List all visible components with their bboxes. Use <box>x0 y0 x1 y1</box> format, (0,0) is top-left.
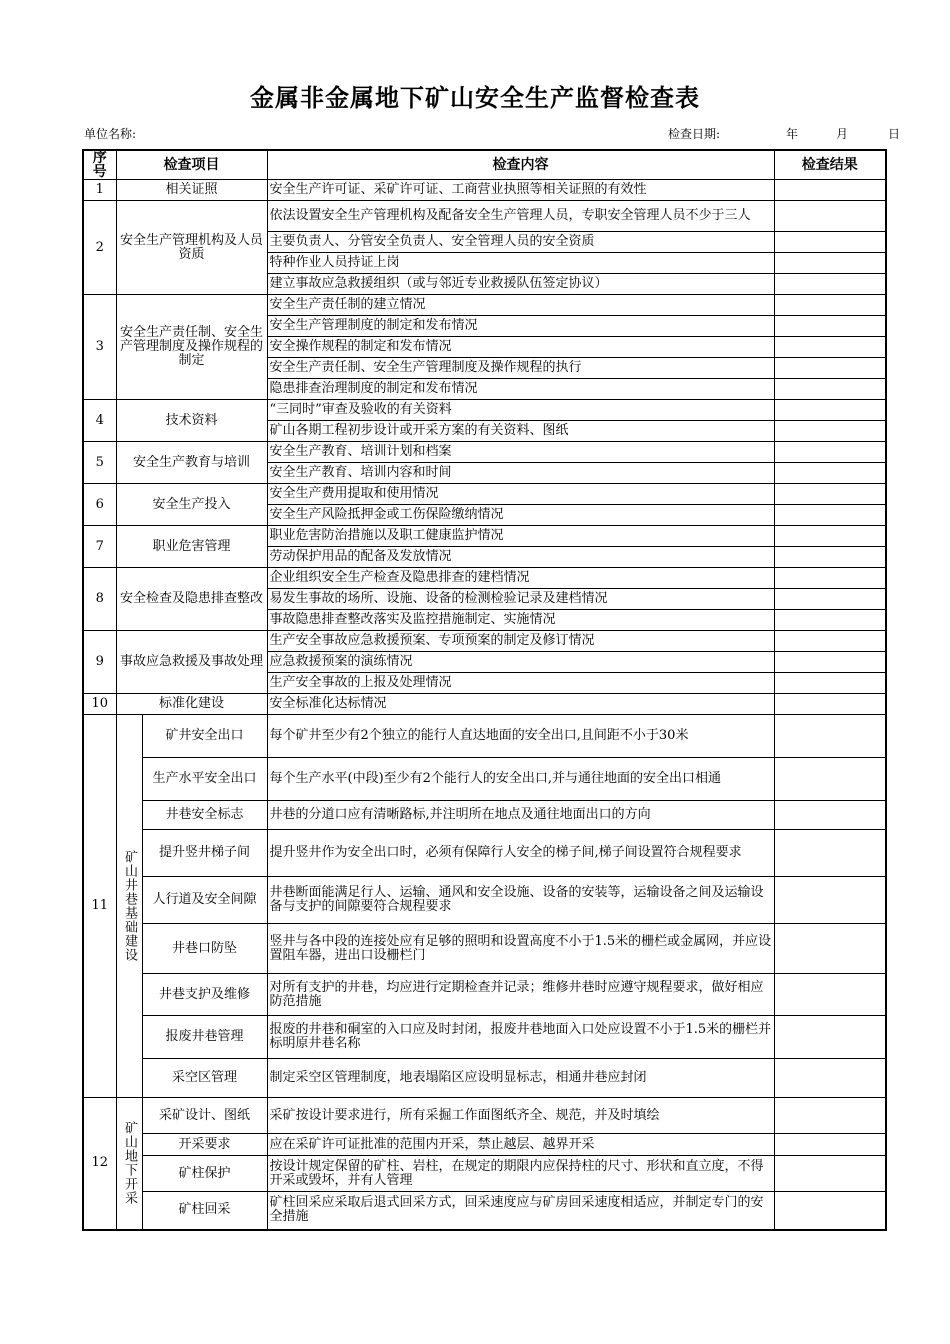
result-cell[interactable] <box>774 463 886 484</box>
category-cell <box>116 715 142 1098</box>
result-cell[interactable] <box>774 505 886 526</box>
check-content: 对所有支护的井巷，均应进行定期检查并记录；维修井巷时应遵守规程要求，做好相应防范措施 <box>267 974 774 1016</box>
table-row <box>83 631 886 652</box>
result-cell[interactable] <box>774 924 886 974</box>
check-content: 矿山各期工程初步设计或开采方案的有关资料、图纸 <box>267 421 774 442</box>
table-row <box>83 484 886 505</box>
result-cell[interactable] <box>774 694 886 715</box>
check-item: 安全生产投入 <box>116 484 267 526</box>
table-row <box>83 180 886 201</box>
category-label: 矿山地下开采 <box>122 1121 137 1206</box>
check-content: 安全标准化达标情况 <box>267 694 774 715</box>
day-label: 日 <box>887 127 900 141</box>
check-content: 安全生产教育、培训内容和时间 <box>267 463 774 484</box>
result-cell[interactable] <box>774 610 886 631</box>
table-row <box>83 295 886 316</box>
row-number: 3 <box>83 295 116 400</box>
unit-name-label: 单位名称: <box>84 127 137 141</box>
result-cell[interactable] <box>774 358 886 379</box>
check-content: 提升竖井作为安全出口时，必须有保障行人安全的梯子间,梯子间设置符合规程要求 <box>267 830 774 877</box>
table-row <box>83 201 886 232</box>
check-content: 企业组织安全生产检查及隐患排查的建档情况 <box>267 568 774 589</box>
result-cell[interactable] <box>774 801 886 830</box>
check-content: 事故隐患排查整改落实及监控措施制定、实施情况 <box>267 610 774 631</box>
table-row <box>83 568 886 589</box>
row-number: 1 <box>83 180 116 201</box>
result-cell[interactable] <box>774 974 886 1016</box>
check-content: 劳动保护用品的配备及发放情况 <box>267 547 774 568</box>
check-content: 矿柱回采应采取后退式回采方式，回采速度应与矿房回采速度相适应，并制定专门的安全措施 <box>267 1192 774 1230</box>
check-item: 报废井巷管理 <box>142 1016 267 1059</box>
check-content: 井巷断面能满足行人、运输、通风和安全设施、设备的安装等，运输设备之间及运输设备与支护的间隙要符合规程要求 <box>267 877 774 924</box>
table-row <box>83 974 886 1016</box>
result-cell[interactable] <box>774 232 886 253</box>
check-content: 应急救援预案的演练情况 <box>267 652 774 673</box>
result-cell[interactable] <box>774 568 886 589</box>
check-item: 矿柱保护 <box>142 1156 267 1192</box>
check-content: 安全操作规程的制定和发布情况 <box>267 337 774 358</box>
check-item: 安全检查及隐患排查整改 <box>116 568 267 631</box>
header-item: 检查项目 <box>116 150 267 180</box>
check-content: 每个矿井至少有2个独立的能行人直达地面的安全出口,且间距不小于30米 <box>267 715 774 758</box>
result-cell[interactable] <box>774 1098 886 1134</box>
check-content: 每个生产水平(中段)至少有2个能行人的安全出口,并与通往地面的安全出口相通 <box>267 758 774 801</box>
table-row <box>83 715 886 758</box>
check-content: 建立事故应急救援组织（或与邻近专业救援队伍签定协议） <box>267 274 774 295</box>
month-label: 月 <box>835 127 848 141</box>
result-cell[interactable] <box>774 652 886 673</box>
check-content: 安全生产责任制、安全生产管理制度及操作规程的执行 <box>267 358 774 379</box>
result-cell[interactable] <box>774 421 886 442</box>
table-row <box>83 694 886 715</box>
inspection-table <box>82 149 887 1231</box>
check-item: 提升竖井梯子间 <box>142 830 267 877</box>
table-row <box>83 877 886 924</box>
result-cell[interactable] <box>774 442 886 463</box>
result-cell[interactable] <box>774 1016 886 1059</box>
check-content: 职业危害防治措施以及职工健康监护情况 <box>267 526 774 547</box>
check-item: 标准化建设 <box>116 694 267 715</box>
result-cell[interactable] <box>774 295 886 316</box>
result-cell[interactable] <box>774 877 886 924</box>
row-number: 10 <box>83 694 116 715</box>
result-cell[interactable] <box>774 1192 886 1230</box>
table-row <box>83 924 886 974</box>
row-number: 6 <box>83 484 116 526</box>
result-cell[interactable] <box>774 715 886 758</box>
table-row <box>83 526 886 547</box>
check-content: 特种作业人员持证上岗 <box>267 253 774 274</box>
row-number: 8 <box>83 568 116 631</box>
check-item: 职业危害管理 <box>116 526 267 568</box>
check-content: 主要负责人、分管安全负责人、安全管理人员的安全资质 <box>267 232 774 253</box>
page-title: 金属非金属地下矿山安全生产监督检查表 <box>250 84 700 112</box>
check-content: “三同时”审查及验收的有关资料 <box>267 400 774 421</box>
check-content: 安全生产许可证、采矿许可证、工商营业执照等相关证照的有效性 <box>267 180 774 201</box>
check-item: 技术资料 <box>116 400 267 442</box>
result-cell[interactable] <box>774 201 886 232</box>
check-content: 安全生产教育、培训计划和档案 <box>267 442 774 463</box>
result-cell[interactable] <box>774 1059 886 1098</box>
header-no: 序号 <box>83 150 116 180</box>
result-cell[interactable] <box>774 180 886 201</box>
check-item: 矿井安全出口 <box>142 715 267 758</box>
check-item: 开采要求 <box>142 1134 267 1156</box>
check-content: 安全生产责任制的建立情况 <box>267 295 774 316</box>
check-content: 安全生产费用提取和使用情况 <box>267 484 774 505</box>
check-content: 采矿按设计要求进行，所有采掘工作面图纸齐全、规范，并及时填绘 <box>267 1098 774 1134</box>
result-cell[interactable] <box>774 758 886 801</box>
check-content: 安全生产管理制度的制定和发布情况 <box>267 316 774 337</box>
check-content: 井巷的分道口应有清晰路标,并注明所在地点及通往地面出口的方向 <box>267 801 774 830</box>
result-cell[interactable] <box>774 589 886 610</box>
result-cell[interactable] <box>774 547 886 568</box>
inspection-date <box>668 125 916 142</box>
result-cell[interactable] <box>774 1156 886 1192</box>
check-item: 安全生产责任制、安全生产管理制度及操作规程的制定 <box>116 295 267 400</box>
row-number: 5 <box>83 442 116 484</box>
check-item: 采空区管理 <box>142 1059 267 1098</box>
header-content: 检查内容 <box>267 150 774 180</box>
table-row <box>83 801 886 830</box>
date-label: 检查日期: <box>668 127 721 141</box>
check-item: 井巷支护及维修 <box>142 974 267 1016</box>
check-content: 按设计规定保留的矿柱、岩柱，在规定的期限内应保持柱的尺寸、形状和直立度，不得开采或毁坏，并有人管理 <box>267 1156 774 1192</box>
row-number: 4 <box>83 400 116 442</box>
table-row <box>83 1192 886 1230</box>
check-item: 采矿设计、图纸 <box>142 1098 267 1134</box>
check-item: 井巷安全标志 <box>142 801 267 830</box>
table-row <box>83 1059 886 1098</box>
result-cell[interactable] <box>774 316 886 337</box>
check-item: 人行道及安全间隙 <box>142 877 267 924</box>
category-label: 矿山井巷基础建设 <box>122 850 137 962</box>
check-content: 依法设置安全生产管理机构及配备安全生产管理人员，专职安全管理人员不少于三人 <box>267 201 774 232</box>
check-content: 安全生产风险抵押金或工伤保险缴纳情况 <box>267 505 774 526</box>
result-cell[interactable] <box>774 1134 886 1156</box>
row-number: 12 <box>83 1098 116 1230</box>
table-row <box>83 400 886 421</box>
result-cell[interactable] <box>774 631 886 652</box>
check-content: 生产安全事故的上报及处理情况 <box>267 673 774 694</box>
result-cell[interactable] <box>774 379 886 400</box>
row-number: 11 <box>83 715 116 1098</box>
check-item: 事故应急救援及事故处理 <box>116 631 267 694</box>
result-cell[interactable] <box>774 526 886 547</box>
check-content: 易发生事故的场所、设施、设备的检测检验记录及建档情况 <box>267 589 774 610</box>
table-row <box>83 1134 886 1156</box>
table-row <box>83 442 886 463</box>
result-cell[interactable] <box>774 830 886 877</box>
check-item: 矿柱回采 <box>142 1192 267 1230</box>
row-number: 7 <box>83 526 116 568</box>
check-item: 安全生产教育与培训 <box>116 442 267 484</box>
result-cell[interactable] <box>774 484 886 505</box>
header-result: 检查结果 <box>774 150 886 180</box>
check-item: 相关证照 <box>116 180 267 201</box>
year-label: 年 <box>785 127 798 141</box>
result-cell[interactable] <box>774 400 886 421</box>
result-cell[interactable] <box>774 337 886 358</box>
row-number: 9 <box>83 631 116 694</box>
table-body <box>83 180 886 1230</box>
table-row <box>83 1098 886 1134</box>
check-item: 井巷口防坠 <box>142 924 267 974</box>
table-row <box>83 1156 886 1192</box>
result-cell[interactable] <box>774 253 886 274</box>
result-cell[interactable] <box>774 673 886 694</box>
row-number: 2 <box>83 201 116 295</box>
check-item: 安全生产管理机构及人员资质 <box>116 201 267 295</box>
check-content: 报废的井巷和硐室的入口应及时封闭，报废井巷地面入口处应设置不小于1.5米的栅栏并标明原井巷名称 <box>267 1016 774 1059</box>
table-row <box>83 758 886 801</box>
check-content: 竖井与各中段的连接处应有足够的照明和设置高度不小于1.5米的栅栏或金属网，并应设置阻车器，进出口设栅栏门 <box>267 924 774 974</box>
check-item: 生产水平安全出口 <box>142 758 267 801</box>
category-cell <box>116 1098 142 1230</box>
check-content: 隐患排查治理制度的制定和发布情况 <box>267 379 774 400</box>
table-row <box>83 1016 886 1059</box>
table-row <box>83 830 886 877</box>
check-content: 制定采空区管理制度，地表塌陷区应设明显标志，相通井巷应封闭 <box>267 1059 774 1098</box>
result-cell[interactable] <box>774 274 886 295</box>
check-content: 生产安全事故应急救援预案、专项预案的制定及修订情况 <box>267 631 774 652</box>
check-content: 应在采矿许可证批准的范围内开采，禁止越层、越界开采 <box>267 1134 774 1156</box>
